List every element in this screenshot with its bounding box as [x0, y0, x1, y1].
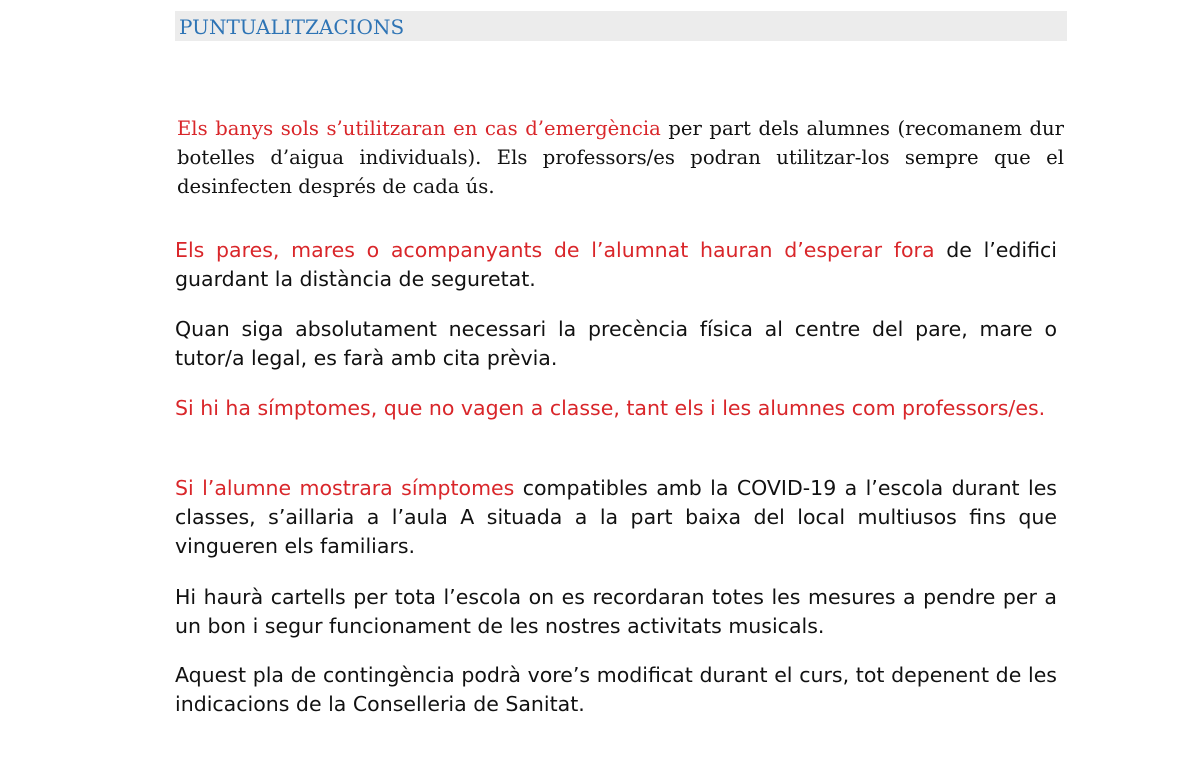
- paragraph-text: Quan siga absolutament necessari la precència física al centre del pare, mare o tutor/a legal, es farà amb cita prèvia.: [175, 317, 1057, 370]
- paragraph-text: per part dels alumnes (recomanem dur botelles d’aigua individuals). Els professors/es podran utilitzar-los sempre que el desinfecten després de cada ús.: [177, 117, 1064, 198]
- paragraph-plan-changes: [175, 661, 1057, 719]
- paragraph-bathrooms: [177, 114, 1064, 201]
- paragraph-text: de l’edifici guardant la distància de seguretat.: [175, 238, 1058, 291]
- section-title: PUNTUALITZACIONS: [179, 15, 405, 39]
- paragraph-text: compatibles amb la COVID-19 a l’escola durant les classes, s’aillaria a l’aula A situada a la part baixa del local multiusos fins que vingueren els familiars.: [175, 476, 1057, 558]
- paragraph-parents-wait: [175, 236, 1057, 294]
- paragraph-highlight: Si l’alumne mostrara símptomes: [175, 476, 515, 500]
- paragraph-symptoms-school: [175, 474, 1057, 561]
- section-header: [175, 11, 1067, 41]
- paragraph-highlight: Si hi ha símptomes, que no vagen a classe, tant els i les alumnes com professors/es.: [175, 396, 1046, 420]
- paragraph-posters: [175, 583, 1057, 641]
- paragraph-symptoms-home: [175, 394, 1057, 423]
- paragraph-appointment: [175, 315, 1057, 373]
- paragraph-highlight: Els pares, mares o acompanyants de l’alumnat hauran d’esperar fora: [175, 238, 935, 262]
- paragraph-text: Hi haurà cartells per tota l’escola on es recordaran totes les mesures a pendre per a un bon i segur funcionament de les nostres activitats musicals.: [175, 585, 1057, 638]
- paragraph-highlight: Els banys sols s’utilitzaran en cas d’emergència: [177, 117, 661, 140]
- paragraph-text: Aquest pla de contingència podrà vore’s modificat durant el curs, tot depenent de les indicacions de la Conselleria de Sanitat.: [175, 663, 1057, 716]
